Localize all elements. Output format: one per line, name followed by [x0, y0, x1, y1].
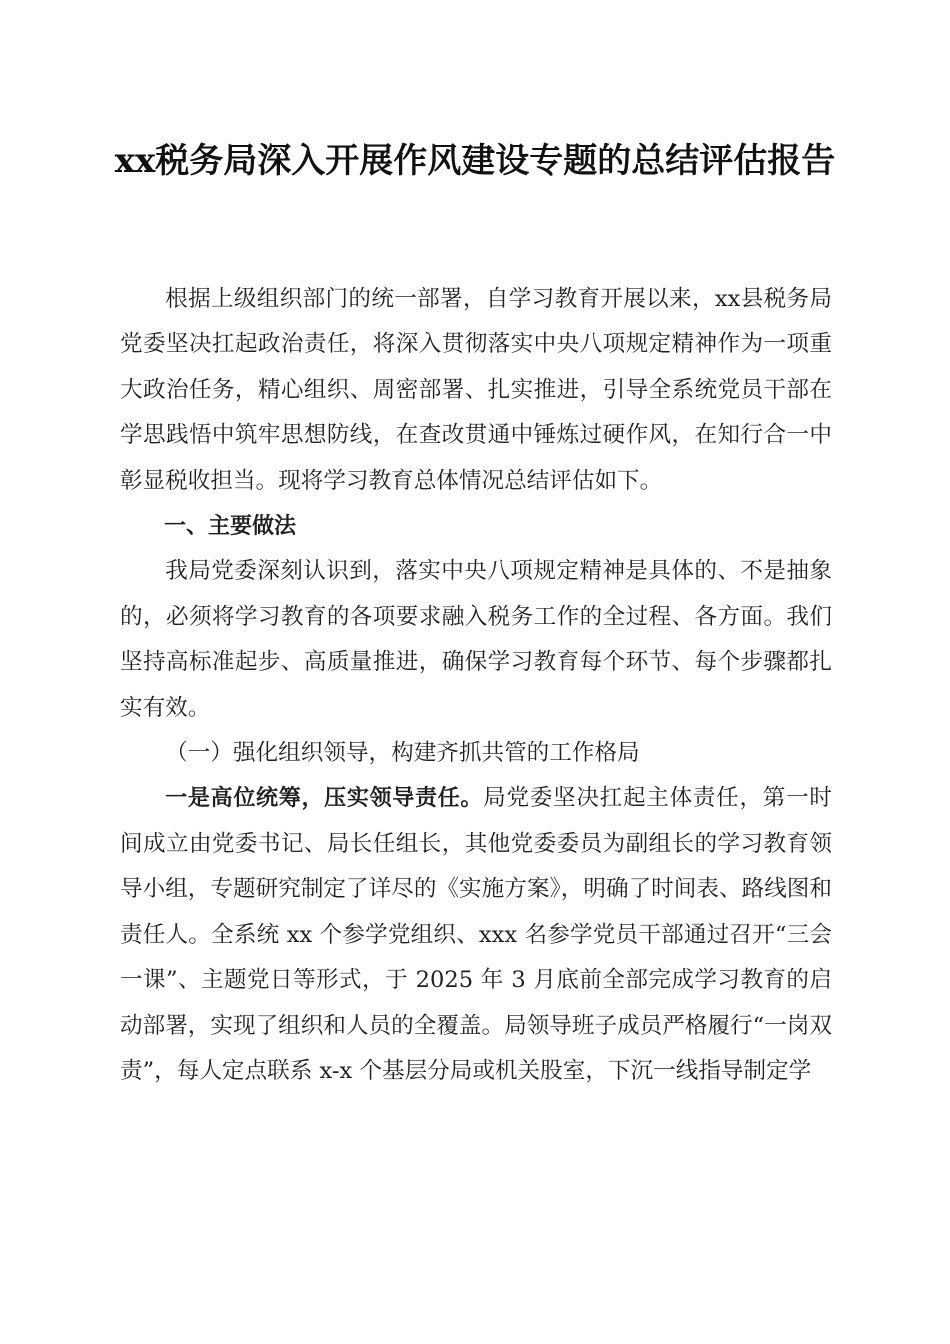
section-heading-main-practices: 一、主要做法 [164, 514, 297, 540]
intro-paragraph: 根据上级组织部门的统一部署，自学习教育开展以来，xx县税务局党委坚决扛起政治责任，将深入贯彻落实中央八项规定精神作为一项重大政治任务，精心组织、周密部署、扎实推进，引导全系统党员干部在学思践悟中筑牢思想防线，在查改贯通中锤炼过硬作风，在知行合一中彰显税收担当。现将学习教育总体情况总结评估如下。 [120, 286, 832, 494]
paragraph-lead-sentence: 一是高位统筹，压实领导责任。 [165, 786, 484, 812]
subsection-paragraph [120, 776, 832, 1094]
document-title: xx税务局深入开展作风建设专题的总结评估报告 [114, 141, 836, 181]
paragraph-body-text: 局党委坚决扛起主体责任，第一时间成立由党委书记、局长任组长，其他党委委员为副组长的学习教育领导小组，专题研究制定了详尽的《实施方案》，明确了时间表、路线图和责任人。全系统 xx 个参学党组织、xxx 名参学党员干部通过召开“三会一课”、主题党日等形式，于 2025 年 3 月底前全部完成学习教育的启动部署，实现了组织和人员的全覆盖。局领导班子成员严格履行“一岗双责”，每人定点联系 x-x 个基层分局或机关股室，下沉一线指导制定学 [120, 785, 832, 1084]
section-paragraph: 我局党委深刻认识到，落实中央八项规定精神是具体的、不是抽象的，必须将学习教育的各项要求融入税务工作的全过程、各方面。我们坚持高标准起步、高质量推进，确保学习教育每个环节、每个步骤都扎实有效。 [120, 558, 832, 721]
subsection-heading: （一）强化组织领导，构建齐抓共管的工作格局 [165, 740, 640, 767]
document-body [120, 277, 832, 1094]
